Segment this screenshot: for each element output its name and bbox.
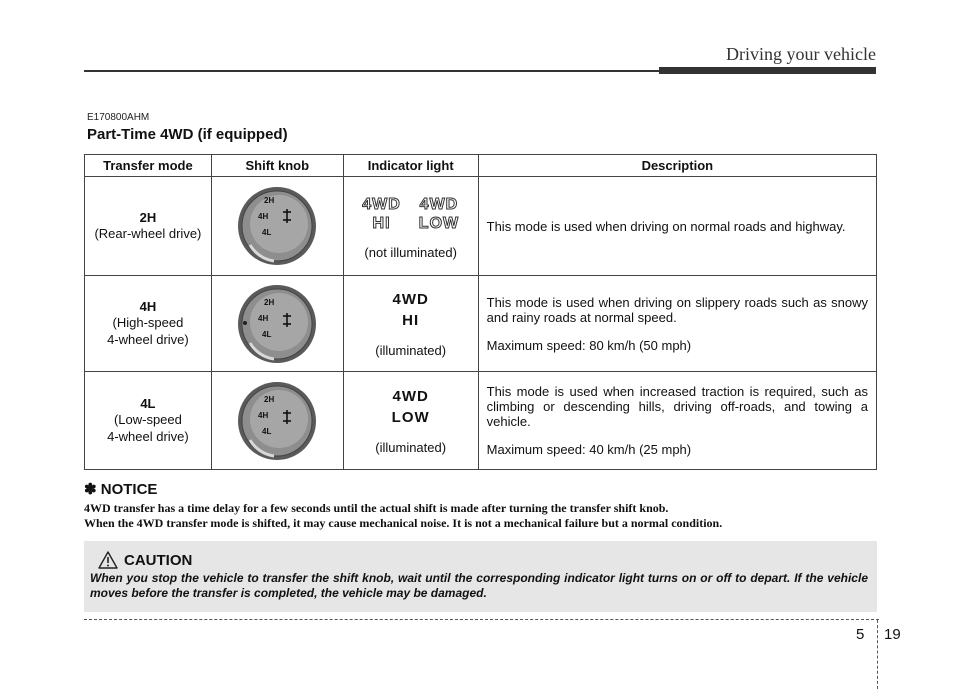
section-code: E170800AHM [87,112,150,123]
caution-box [84,541,877,612]
description-text: This mode is used when driving on slippery roads such as snowy and rainy roads at normal speed. [486,294,868,325]
header-rule [84,70,659,72]
caution-text: When you stop the vehicle to transfer the shift knob, wait until the corresponding indicator light turns on or off to depart. If the vehicle moves before the transfer is completed, the vehicle may be damaged. [90,571,868,600]
transfer-mode-cell [85,276,212,372]
section-title: Part-Time 4WD (if equipped) [87,126,288,143]
shift-knob-cell [211,372,343,470]
knob-label: 4L [262,228,272,237]
column-header: Description [478,155,876,177]
transfer-mode-cell [85,177,212,276]
warning-triangle-icon [98,551,118,569]
mode-desc: (High-speed [112,315,184,330]
page-number: 19 [884,626,901,643]
footer-rule [84,619,879,620]
indicator-status: (illuminated) [375,440,447,455]
mode-desc: 4-wheel drive) [107,332,189,347]
mode-desc: 4-wheel drive) [107,429,189,444]
transfer-mode-cell [85,372,212,470]
footer-divider [877,620,878,689]
knob-label: 4L [262,426,272,436]
table-header-row [85,155,877,177]
indicator-status: (not illuminated) [364,244,457,260]
table-row [85,372,877,470]
shift-knob-icon [236,380,318,462]
description-text: This mode is used when increased traction is required, such as climbing or descending hills, driving off-roads, and towing a vehicle. [486,384,868,429]
description-cell [478,177,876,276]
shift-knob-icon [236,185,318,267]
description-cell [478,276,876,372]
chapter-number: 5 [856,626,865,643]
indicator-light-cell [343,372,478,470]
mode-code: 4H [139,299,157,314]
indicator-status: (illuminated) [375,343,447,358]
description-text: This mode is used when driving on normal roads and highway. [486,218,846,234]
column-header: Shift knob [211,155,343,177]
notice-line: When the 4WD transfer mode is shifted, it may cause mechanical noise. It is not a mechanical failure but a normal condition. [84,516,723,530]
shift-knob-icon [236,283,318,365]
max-speed-text: Maximum speed: 40 km/h (25 mph) [486,442,692,457]
header-title: Driving your vehicle [726,44,876,64]
column-header: Transfer mode [85,155,212,177]
table-row [85,276,877,372]
knob-label: 2H [264,394,275,404]
mode-code: 2H [139,210,157,225]
shift-knob-cell [211,276,343,372]
column-header: Indicator light [343,155,478,177]
indicator-4wd-hi: 4WD HI [392,291,429,329]
header-bar [659,67,876,74]
notice-line: 4WD transfer has a time delay for a few seconds until the actual shift is made after turning the transfer shift knob. [84,501,669,515]
notice-body [84,501,879,531]
indicator-light-cell [343,177,478,276]
knob-label: 2H [264,196,275,205]
knob-label: 2H [264,297,275,307]
max-speed-text: Maximum speed: 80 km/h (50 mph) [486,337,692,353]
mode-code: 4L [140,396,156,411]
indicator-4wd-low: 4WD LOW [391,388,430,426]
mode-desc: (Low-speed [113,412,182,427]
indicator-4wd-low: 4WD LOW [418,195,460,232]
indicator-light-cell [343,276,478,372]
caution-title: CAUTION [124,552,193,569]
indicator-4wd-hi: 4WD HI [362,195,401,232]
table-row [85,177,877,276]
transfer-mode-table [84,154,877,470]
shift-knob-cell [211,177,343,276]
knob-label: 4L [262,329,272,339]
knob-label: 4H [258,313,269,323]
mode-desc: (Rear-wheel drive) [94,226,202,241]
knob-label: 4H [258,410,269,420]
description-cell [478,372,876,470]
knob-label: 4H [258,212,269,221]
notice-title: ✽ NOTICE [84,481,158,498]
